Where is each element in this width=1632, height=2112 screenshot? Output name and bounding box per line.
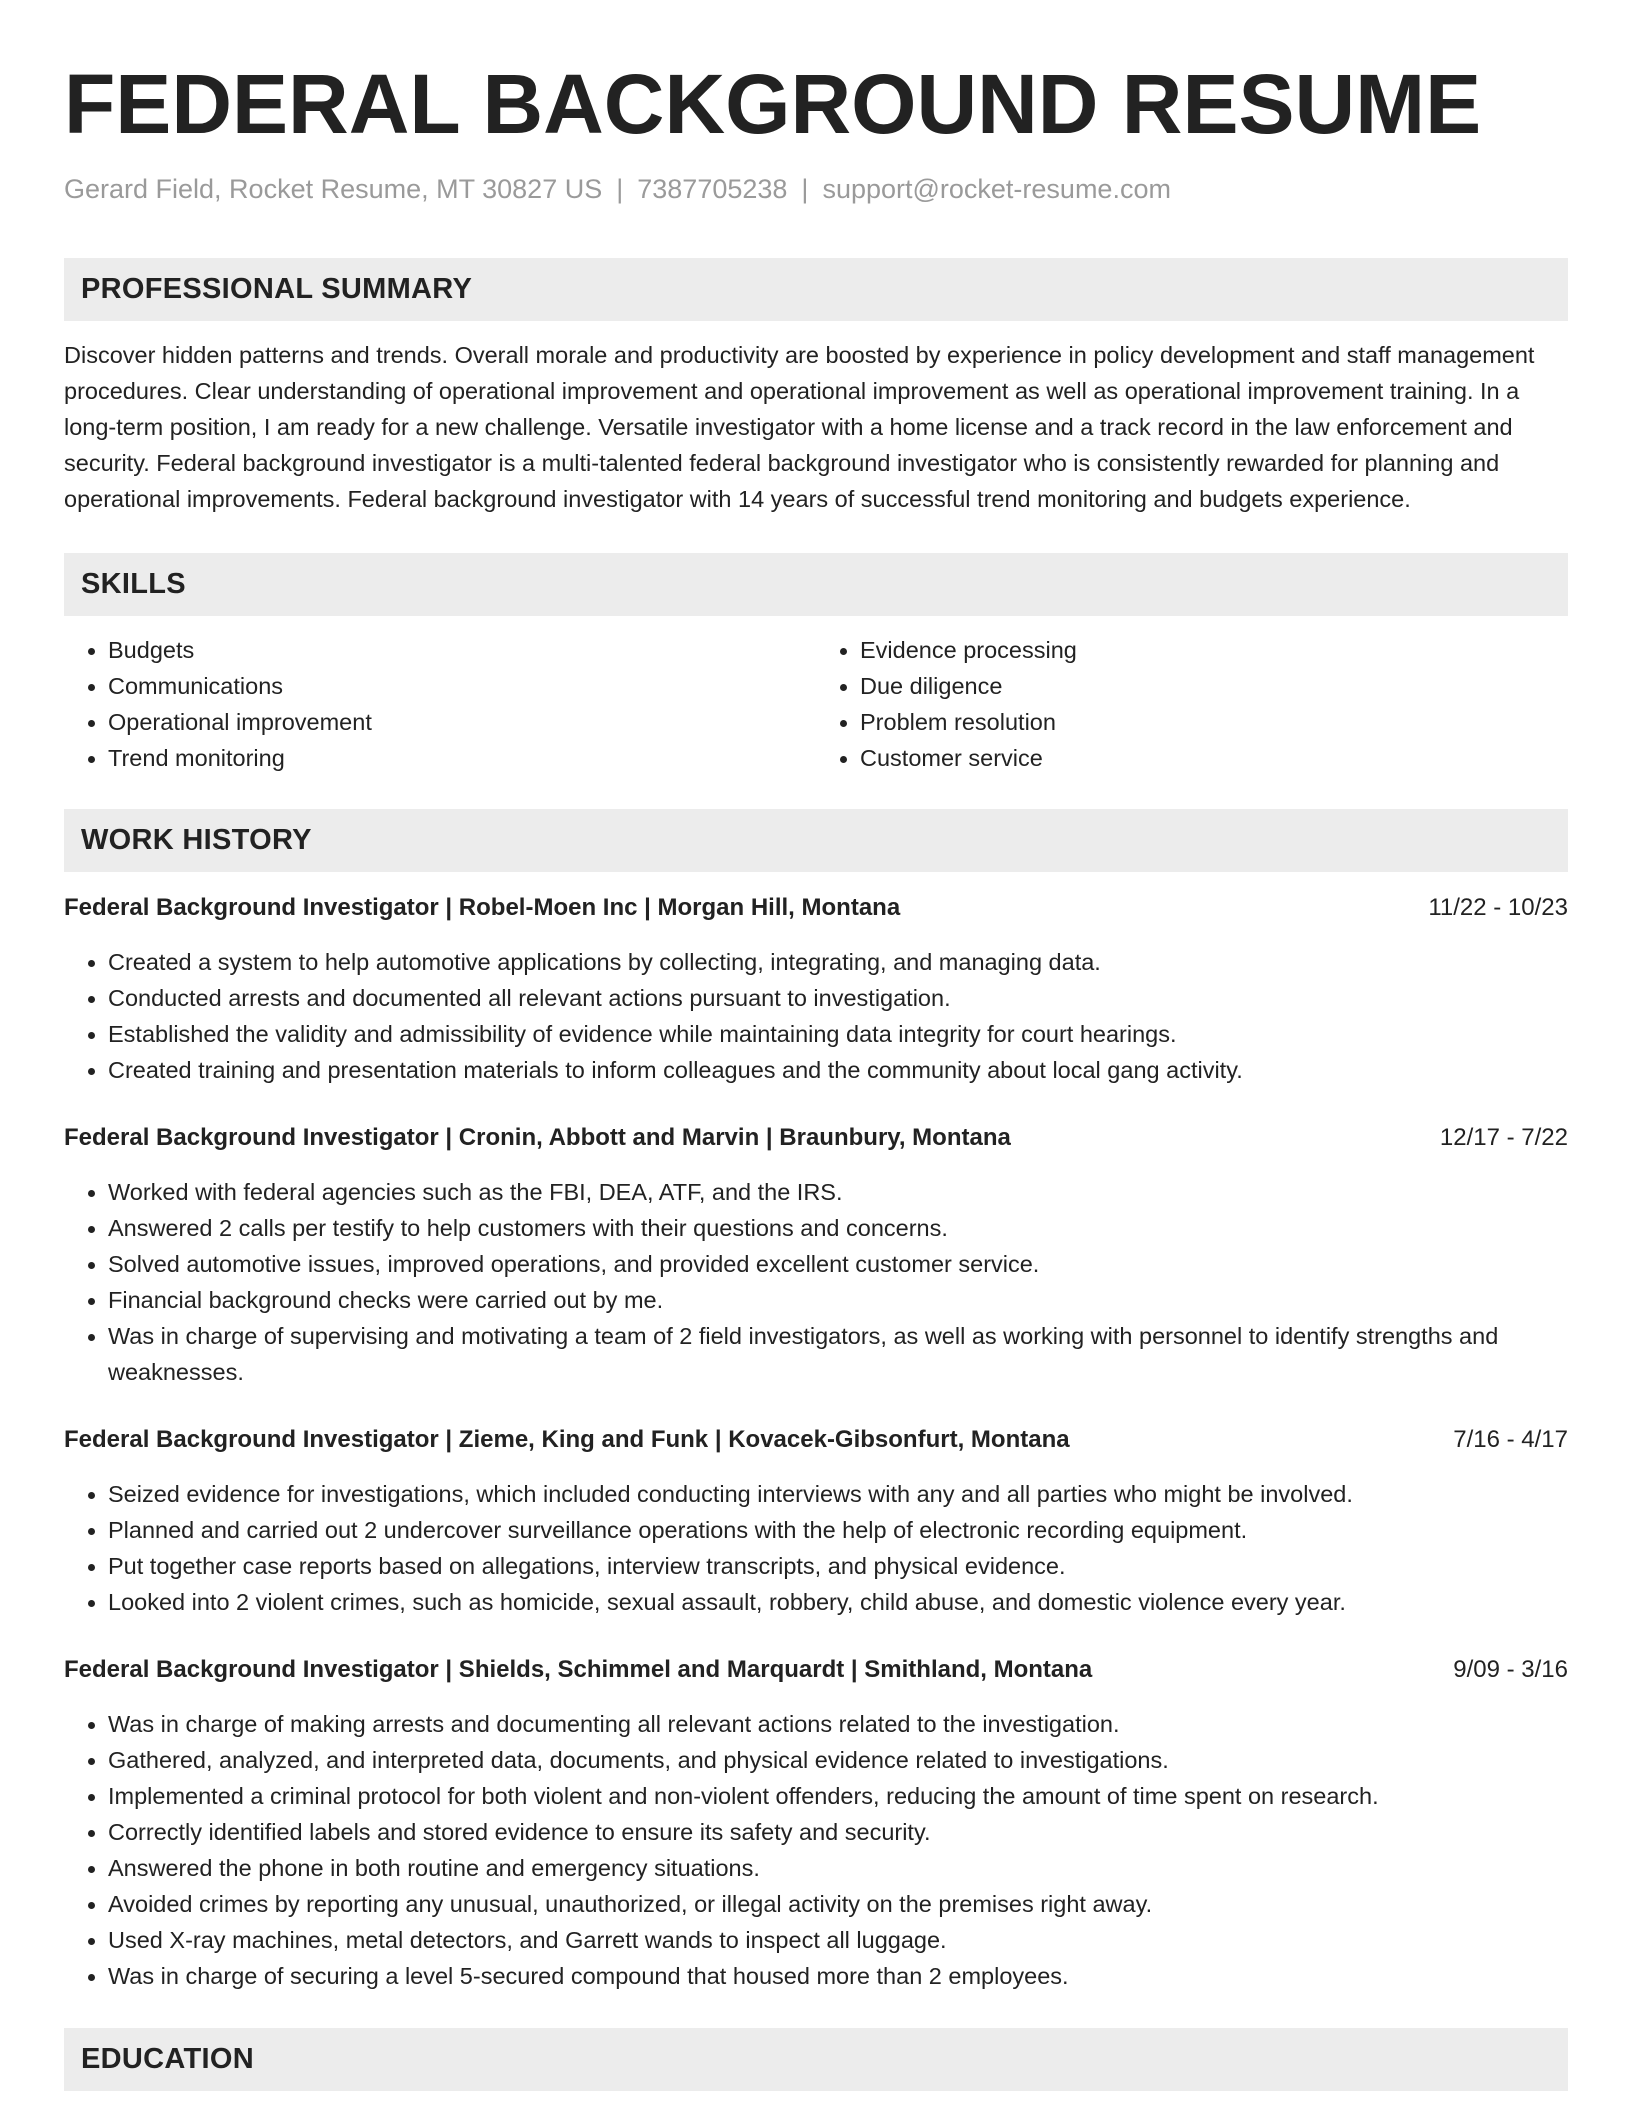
job-bullet: • Created a system to help automotive applications by collecting, integrating, and managing data. [108, 944, 1568, 980]
contact-address: Gerard Field, Rocket Resume, MT 30827 US [64, 174, 603, 204]
skills-list-left [64, 632, 816, 776]
job-dates: 11/22 - 10/23 [1428, 894, 1568, 921]
contact-separator: | [616, 174, 624, 204]
job-bullet: • Was in charge of making arrests and documenting all relevant actions related to the investigation. [108, 1706, 1568, 1742]
skills-list-right [816, 632, 1568, 776]
job-entry [64, 1422, 1568, 1620]
job-dates: 9/09 - 3/16 [1453, 1656, 1568, 1683]
job-bullet: • Conducted arrests and documented all relevant actions pursuant to investigation. [108, 980, 1568, 1016]
contact-separator: | [801, 174, 809, 204]
job-header [64, 1120, 1568, 1156]
resume-title: FEDERAL BACKGROUND RESUME [64, 57, 1482, 151]
skill-item: • Due diligence [860, 668, 1568, 704]
job-entry [64, 1120, 1568, 1390]
job-bullet: • Planned and carried out 2 undercover surveillance operations with the help of electronic recording equipment. [108, 1512, 1568, 1548]
job-bullets [64, 944, 1568, 1088]
contact-phone: 7387705238 [637, 174, 788, 204]
summary-text: Discover hidden patterns and trends. Overall morale and productivity are boosted by experience in policy development and staff management procedures. Clear understanding of operational improvement and operational improvement as well as operational improvement training. In a long-term position, I am ready for a new challenge. Versatile investigator with a home license and a track record in the law enforcement and security. Federal background investigator is a multi-talented federal background investigator who is consistently rewarded for planning and operational improvements. Federal background investigator with 14 years of successful trend monitoring and budgets experience. [64, 342, 1535, 512]
contact-email: support@rocket-resume.com [822, 174, 1171, 204]
job-bullet: • Avoided crimes by reporting any unusual, unauthorized, or illegal activity on the premises right away. [108, 1886, 1568, 1922]
job-bullets [64, 1174, 1568, 1390]
job-header [64, 890, 1568, 926]
skill-item: • Communications [108, 668, 816, 704]
skills-heading: SKILLS [64, 553, 1568, 616]
job-bullet: • Answered the phone in both routine and emergency situations. [108, 1850, 1568, 1886]
skill-item: • Operational improvement [108, 704, 816, 740]
skill-item: • Problem resolution [860, 704, 1568, 740]
job-header [64, 1422, 1568, 1458]
job-entry [64, 1652, 1568, 1994]
job-bullet: • Solved automotive issues, improved operations, and provided excellent customer service. [108, 1246, 1568, 1282]
job-title: Federal Background Investigator | Shields, Schimmel and Marquardt | Smithland, Montana [64, 1656, 1093, 1683]
job-bullet: • Gathered, analyzed, and interpreted data, documents, and physical evidence related to investigations. [108, 1742, 1568, 1778]
job-bullet: • Correctly identified labels and stored evidence to ensure its safety and security. [108, 1814, 1568, 1850]
job-title: Federal Background Investigator | Zieme, King and Funk | Kovacek-Gibsonfurt, Montana [64, 1426, 1070, 1453]
job-bullet: • Implemented a criminal protocol for both violent and non-violent offenders, reducing the amount of time spent on research. [108, 1778, 1568, 1814]
job-bullet: • Was in charge of supervising and motivating a team of 2 field investigators, as well as working with personnel to identify strengths and weaknesses. [108, 1318, 1568, 1390]
skill-item: • Budgets [108, 632, 816, 668]
job-bullet: • Established the validity and admissibility of evidence while maintaining data integrity for court hearings. [108, 1016, 1568, 1052]
job-bullet: • Looked into 2 violent crimes, such as homicide, sexual assault, robbery, child abuse, and domestic violence every year. [108, 1584, 1568, 1620]
job-bullet: • Worked with federal agencies such as the FBI, DEA, ATF, and the IRS. [108, 1174, 1568, 1210]
skills-grid [64, 632, 1568, 776]
job-dates: 7/16 - 4/17 [1453, 1426, 1568, 1453]
skill-item: • Customer service [860, 740, 1568, 776]
work-history-heading: WORK HISTORY [64, 809, 1568, 872]
job-bullet: • Put together case reports based on allegations, interview transcripts, and physical evidence. [108, 1548, 1568, 1584]
job-bullets [64, 1476, 1568, 1620]
job-header [64, 1652, 1568, 1688]
job-bullet: • Created training and presentation materials to inform colleagues and the community about local gang activity. [108, 1052, 1568, 1088]
skill-item: • Trend monitoring [108, 740, 816, 776]
summary-heading: PROFESSIONAL SUMMARY [64, 258, 1568, 321]
job-entry [64, 890, 1568, 1088]
job-dates: 12/17 - 7/22 [1439, 1124, 1568, 1151]
job-bullet: • Answered 2 calls per testify to help customers with their questions and concerns. [108, 1210, 1568, 1246]
job-title: Federal Background Investigator | Robel-Moen Inc | Morgan Hill, Montana [64, 894, 901, 921]
job-bullet: • Used X-ray machines, metal detectors, and Garrett wands to inspect all luggage. [108, 1922, 1568, 1958]
skill-item: • Evidence processing [860, 632, 1568, 668]
contact-line [64, 172, 1568, 206]
job-title: Federal Background Investigator | Cronin, Abbott and Marvin | Braunbury, Montana [64, 1124, 1011, 1151]
job-bullet: • Seized evidence for investigations, which included conducting interviews with any and all parties who might be involved. [108, 1476, 1568, 1512]
education-heading: EDUCATION [64, 2028, 1568, 2091]
job-bullet: • Financial background checks were carried out by me. [108, 1282, 1568, 1318]
job-bullet: • Was in charge of securing a level 5-secured compound that housed more than 2 employees. [108, 1958, 1568, 1994]
job-bullets [64, 1706, 1568, 1994]
